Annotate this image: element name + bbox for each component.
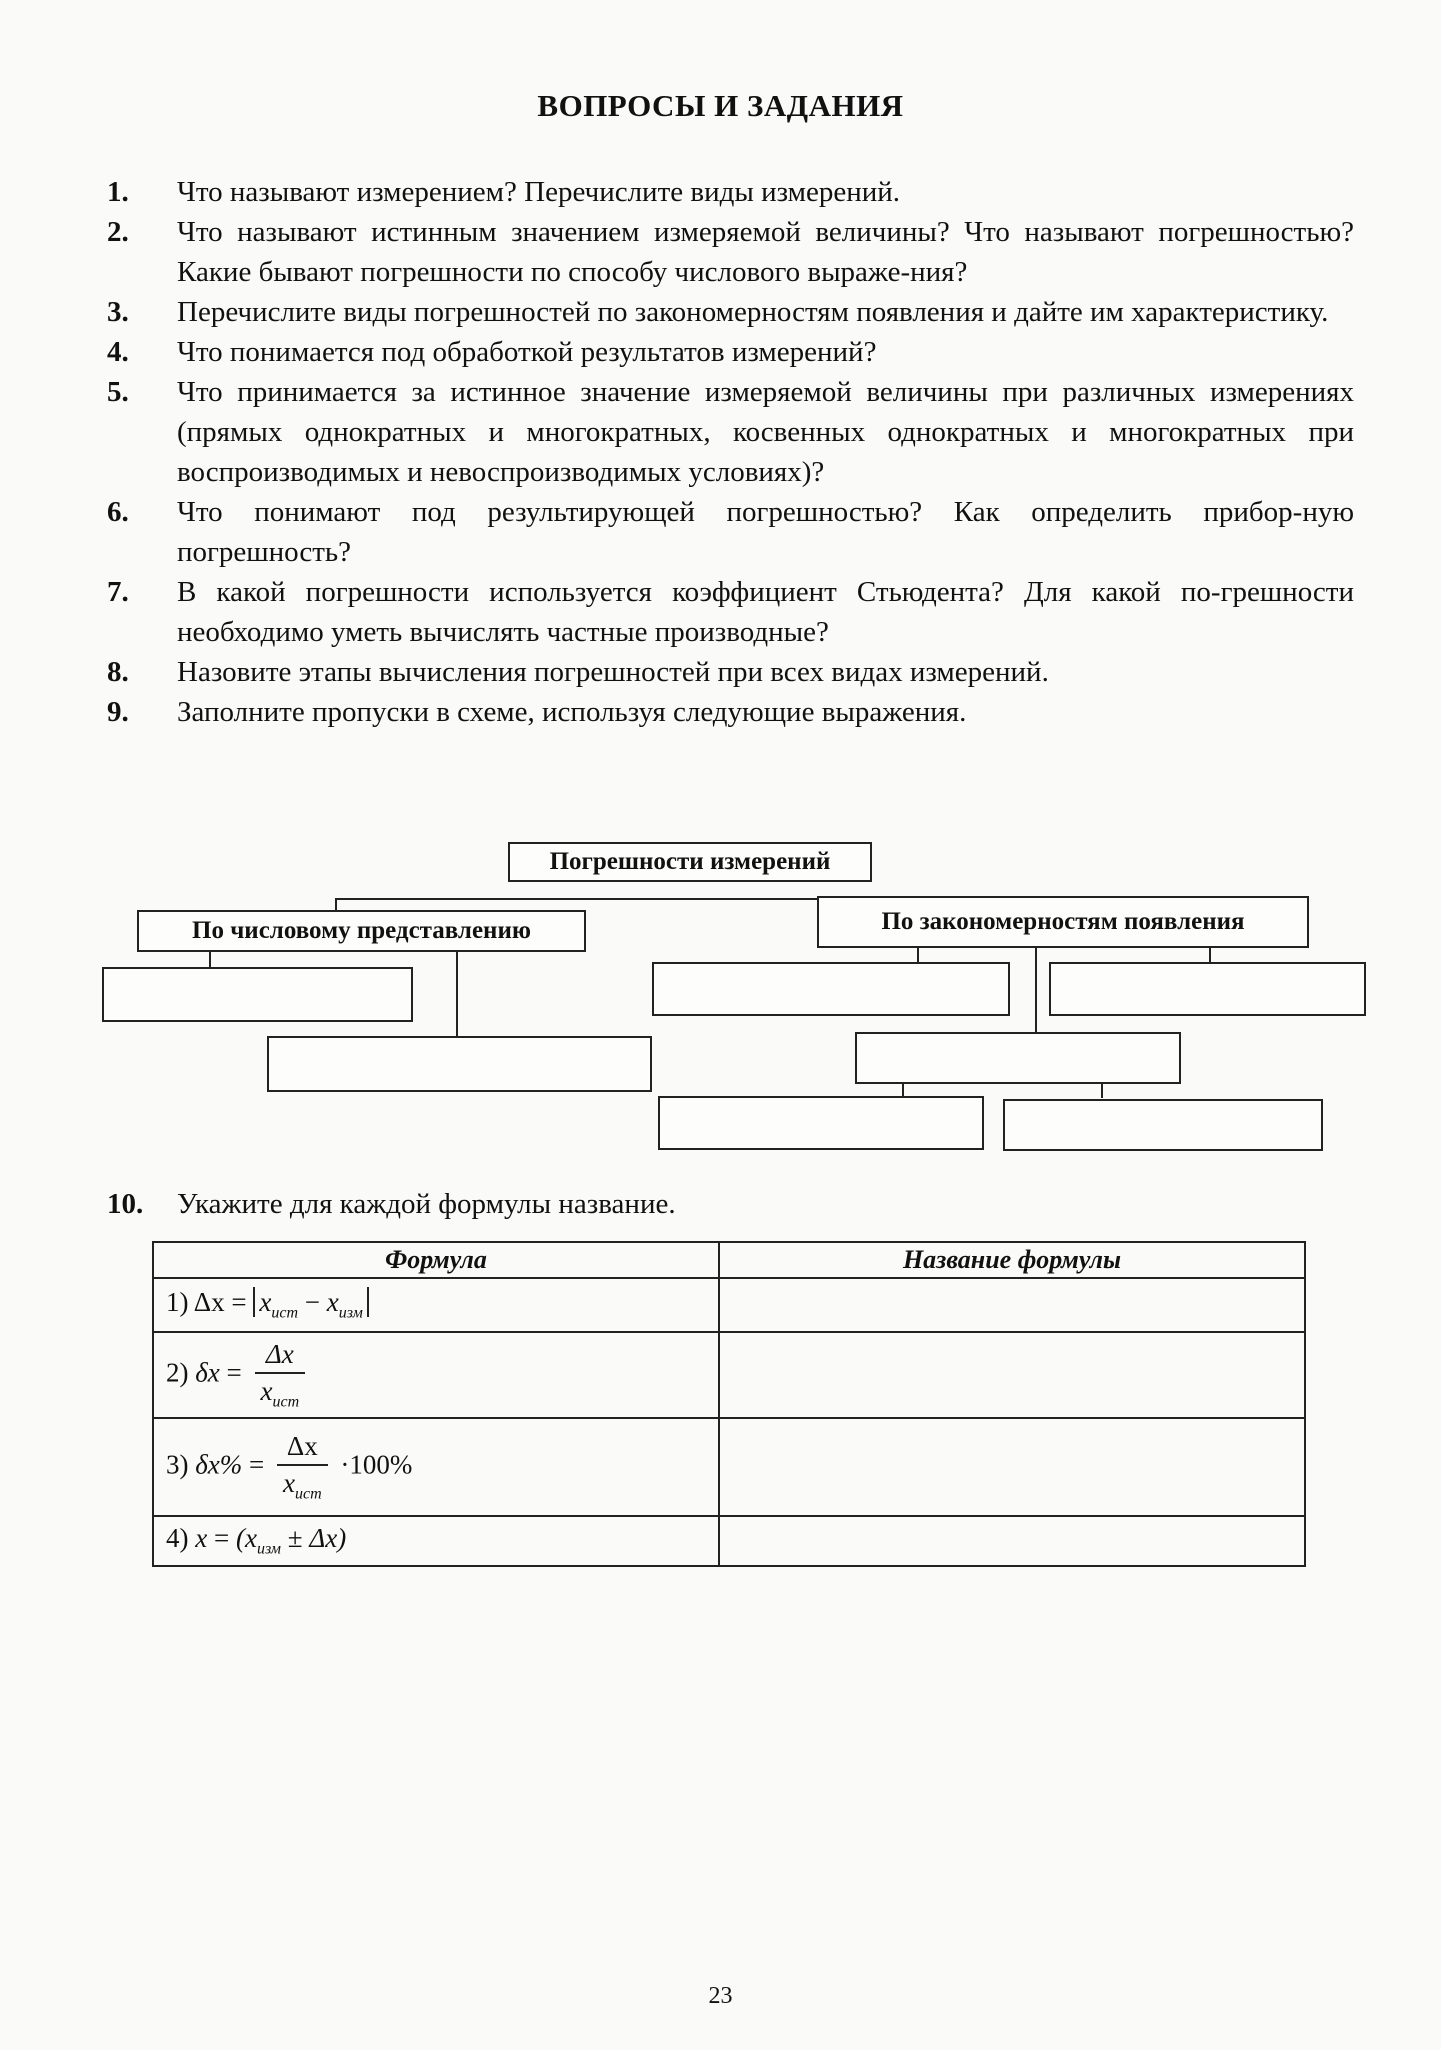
question-text: Заполните пропуски в схеме, используя следующие выражения. bbox=[177, 696, 967, 728]
formula-index: 1) bbox=[166, 1287, 189, 1318]
fraction-denominator bbox=[255, 1372, 306, 1411]
question-number: 8. bbox=[107, 656, 129, 688]
questions-list bbox=[107, 172, 1354, 732]
formula-lhs: δx bbox=[195, 1357, 220, 1388]
question-number: 7. bbox=[107, 576, 129, 608]
connector-line bbox=[917, 947, 919, 963]
question-number: 9. bbox=[107, 696, 129, 728]
question-item bbox=[107, 692, 1354, 732]
connector-line bbox=[209, 951, 211, 968]
formula-name-cell[interactable] bbox=[719, 1418, 1305, 1516]
formula-index: 3) bbox=[166, 1449, 189, 1480]
formula-lhs: Δx bbox=[193, 1287, 225, 1318]
question-text: Что понимают под результирующей погрешностью? Как определить прибор-ную погрешность? bbox=[177, 496, 1354, 568]
scheme-blank-box[interactable] bbox=[267, 1036, 652, 1092]
question-item bbox=[107, 572, 1354, 652]
table-header-name: Название формулы bbox=[719, 1242, 1305, 1278]
scheme-root-box bbox=[508, 842, 872, 882]
formula-equals: = bbox=[213, 1523, 230, 1554]
scheme-blank-box[interactable] bbox=[855, 1032, 1181, 1084]
formula-var: x bbox=[259, 1287, 272, 1318]
formula-equals: = bbox=[226, 1357, 242, 1388]
formula-subscript: ист bbox=[272, 1393, 300, 1411]
formula-var: Δx bbox=[309, 1523, 338, 1554]
formula-index: 4) bbox=[166, 1523, 189, 1554]
scheme-numeric-box bbox=[137, 910, 586, 952]
formula-name-cell[interactable] bbox=[719, 1278, 1305, 1332]
table-row bbox=[153, 1332, 1305, 1418]
scheme-blank-box[interactable] bbox=[1049, 962, 1366, 1016]
connector-line bbox=[335, 898, 827, 900]
connector-line bbox=[335, 898, 337, 910]
question-text: Что называют истинным значением измеряемой величины? Что называют погрешностью? Какие бывают погрешности по способу числового выраже-ния? bbox=[177, 216, 1354, 288]
connector-line bbox=[1035, 947, 1037, 1033]
page-title: ВОПРОСЫ И ЗАДАНИЯ bbox=[537, 88, 904, 123]
scheme-blank-box[interactable] bbox=[102, 967, 413, 1022]
question-number: 1. bbox=[107, 176, 129, 208]
fraction-denominator bbox=[277, 1464, 328, 1503]
fraction bbox=[277, 1431, 328, 1503]
scheme-root-label: Погрешности измерений bbox=[549, 848, 831, 875]
fraction bbox=[255, 1339, 306, 1411]
formula-table bbox=[152, 1241, 1306, 1567]
scheme-pattern-label: По закономерностям появления bbox=[881, 908, 1245, 935]
question-item bbox=[107, 492, 1354, 572]
formula-index: 2) bbox=[166, 1357, 189, 1388]
scheme-numeric-label: По числовому представлению bbox=[192, 917, 531, 944]
formula-cell bbox=[153, 1332, 719, 1418]
connector-line bbox=[1101, 1083, 1103, 1098]
scheme-blank-box[interactable] bbox=[658, 1096, 984, 1150]
scheme-pattern-box bbox=[817, 896, 1309, 948]
question-item bbox=[107, 292, 1354, 332]
question-item bbox=[107, 652, 1354, 692]
fraction-numerator: Δx bbox=[265, 1338, 294, 1369]
question-number: 6. bbox=[107, 496, 129, 528]
question-text: Перечислите виды погрешностей по закономерностям появления и дайте им характеристику. bbox=[177, 296, 1329, 328]
question-number: 3. bbox=[107, 296, 129, 328]
question-item bbox=[107, 372, 1354, 492]
formula-name-cell[interactable] bbox=[719, 1332, 1305, 1418]
question-number: 4. bbox=[107, 336, 129, 368]
question-number: 5. bbox=[107, 376, 129, 408]
formula-equals: = bbox=[249, 1449, 265, 1480]
question-text: Укажите для каждой формулы название. bbox=[177, 1188, 676, 1220]
question-item bbox=[107, 212, 1354, 292]
formula-var: x bbox=[326, 1287, 339, 1318]
formula-subscript: изм bbox=[338, 1304, 363, 1322]
table-row bbox=[153, 1516, 1305, 1566]
formula-cell bbox=[153, 1516, 719, 1566]
table-header-row bbox=[153, 1242, 1305, 1278]
question-item bbox=[107, 1184, 676, 1224]
formula-lhs: δx% bbox=[195, 1449, 243, 1480]
formula-name-cell[interactable] bbox=[719, 1516, 1305, 1566]
question-item bbox=[107, 172, 1354, 212]
formula-cell bbox=[153, 1418, 719, 1516]
question-text: Что понимается под обработкой результатов измерений? bbox=[177, 336, 877, 368]
question-text: В какой погрешности используется коэффициент Стьюдента? Для какой по-грешности необходимо уметь вычислять частные производные? bbox=[177, 576, 1354, 648]
formula-cell bbox=[153, 1278, 719, 1332]
connector-line bbox=[456, 951, 458, 1037]
formula-var: x bbox=[244, 1523, 257, 1554]
formula-lhs: x bbox=[195, 1523, 208, 1554]
formula-equals: = bbox=[231, 1287, 247, 1318]
formula-subscript: ист bbox=[271, 1304, 299, 1322]
table-row bbox=[153, 1418, 1305, 1516]
question-text: Что называют измерением? Перечислите виды измерений. bbox=[177, 176, 901, 208]
formula-var: x bbox=[260, 1375, 273, 1406]
formula-expression bbox=[235, 1523, 347, 1558]
connector-line bbox=[902, 1083, 904, 1098]
scheme-blank-box[interactable] bbox=[652, 962, 1010, 1016]
question-number: 10. bbox=[107, 1188, 144, 1220]
question-item bbox=[107, 332, 1354, 372]
absolute-value bbox=[253, 1287, 368, 1322]
question-text: Назовите этапы вычисления погрешностей при всех видах измерений. bbox=[177, 656, 1049, 688]
formula-subscript: изм bbox=[256, 1540, 282, 1558]
paren-close: ) bbox=[337, 1523, 347, 1554]
formula-operator: − bbox=[304, 1287, 320, 1318]
table-header-formula: Формула bbox=[153, 1242, 719, 1278]
question-text: Что принимается за истинное значение измеряемой величины при различных измерениях (прямых однократных и многократных, косвенных однократных и многократных при воспроизводимых и невоспроизводимых условиях)? bbox=[177, 376, 1354, 488]
connector-line bbox=[826, 898, 828, 910]
fraction-numerator: Δx bbox=[286, 1430, 318, 1461]
formula-operator: ± bbox=[287, 1523, 303, 1554]
formula-tail: ·100% bbox=[340, 1449, 413, 1480]
formula-subscript: ист bbox=[295, 1485, 322, 1503]
formula-var: x bbox=[283, 1467, 295, 1498]
page-number: 23 bbox=[708, 1983, 733, 2009]
scheme-blank-box[interactable] bbox=[1003, 1099, 1323, 1151]
paren-open: ( bbox=[235, 1523, 245, 1554]
question-number: 2. bbox=[107, 216, 129, 248]
connector-line bbox=[1209, 947, 1211, 963]
table-row bbox=[153, 1278, 1305, 1332]
